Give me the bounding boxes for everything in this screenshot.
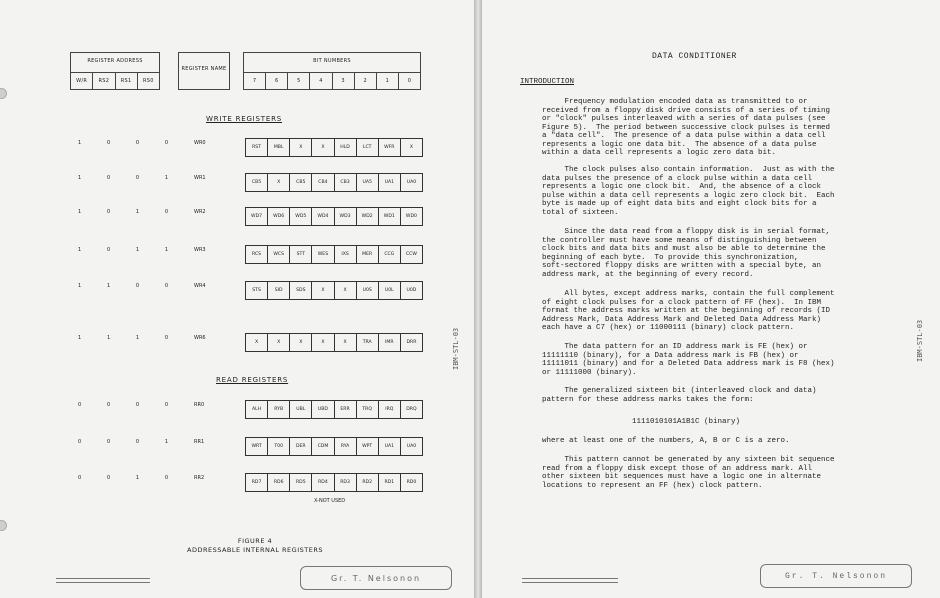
- address-bit: 0: [78, 475, 82, 481]
- register-bit-cell: RD6: [268, 474, 290, 491]
- register-name: WR3: [194, 247, 206, 253]
- register-bit-cells: [245, 138, 423, 157]
- register-bit-cell: X: [268, 334, 290, 351]
- register-bit-cell: MER: [357, 246, 379, 263]
- address-bit: 0: [135, 402, 140, 408]
- bit-number: 2: [355, 73, 377, 89]
- register-row-wr0: [0, 138, 474, 158]
- register-bit-cell: WD3: [335, 208, 357, 225]
- address-bit: 1: [78, 247, 82, 253]
- address-bit: 1: [78, 335, 82, 341]
- register-bit-cell: X: [335, 282, 357, 299]
- address-bit: 1: [135, 209, 140, 215]
- page-gutter: [474, 0, 482, 598]
- register-row-wr2: [0, 207, 474, 227]
- address-bit: 0: [164, 283, 168, 289]
- signature-stamp: Gr. T. Nelsonon: [300, 566, 452, 590]
- address-bit: 1: [164, 439, 168, 445]
- bit-number: 1: [377, 73, 399, 89]
- register-row-wr4: [0, 281, 474, 301]
- register-bit-cell: CB5: [246, 174, 268, 191]
- register-bit-cell: CB5: [290, 174, 312, 191]
- register-name: RR2: [194, 475, 205, 481]
- address-bit: 0: [135, 283, 140, 289]
- address-bit: 0: [106, 140, 111, 146]
- address-bit: 0: [106, 475, 111, 481]
- register-bit-cell: IXS: [335, 246, 357, 263]
- register-name: RR1: [194, 439, 205, 445]
- register-address-bits: [78, 283, 168, 289]
- address-bit: 1: [164, 175, 168, 181]
- register-bit-cells: [245, 173, 423, 192]
- register-bit-cell: WPT: [357, 438, 379, 455]
- bit-number: 5: [288, 73, 310, 89]
- register-bit-cell: RD5: [290, 474, 312, 491]
- paragraph-data-patterns: The data pattern for an ID address mark is FE (hex) or 11111110 (binary), for a Data address mark is FB (hex) or 11111011 (binary) and for a Deleted Data address mark is F8 (hex) or 11111000 (binary).: [542, 343, 835, 377]
- address-bit: 0: [135, 439, 140, 445]
- register-name: RR0: [194, 402, 205, 408]
- register-bit-cell: WD7: [246, 208, 268, 225]
- side-label: IBM-STL-03: [452, 327, 460, 370]
- address-bit: 0: [106, 175, 111, 181]
- register-bit-cell: T00: [268, 438, 290, 455]
- register-bit-cell: X: [409, 145, 414, 150]
- register-address-header: [70, 52, 160, 90]
- register-address-bits: [78, 247, 168, 253]
- register-bit-cell: UA0: [406, 180, 417, 185]
- read-registers-title: READ REGISTERS: [216, 376, 289, 384]
- register-bit-cell: SID: [268, 282, 290, 299]
- paragraph-generalized-pattern: The generalized sixteen bit (interleaved clock and data) pattern for these address marks takes the form:: [542, 387, 817, 404]
- register-address-bits: [78, 402, 168, 408]
- register-bit-cell: RCS: [246, 246, 268, 263]
- paragraph-synchronization: Since the data read from a floppy disk is in serial format, the controller must have some means of distinguishing between clock bits and data bits and must also be able to determine the beginning of each byte. To provide this synchronization, soft-sectored floppy disks are written with a special byte, an address mark, at the beginning of every record.: [542, 228, 831, 279]
- register-bit-cell: STT: [290, 246, 312, 263]
- register-name: WR6: [194, 335, 206, 341]
- register-bit-cell: WFR: [379, 139, 401, 156]
- register-bit-cell: SDS: [290, 282, 312, 299]
- register-bit-cell: RD1: [379, 474, 401, 491]
- paragraph-address-marks: All bytes, except address marks, contain the full complement of eight clock pulses for a clock pattern of FF (hex). In IBM format the address marks written at the beginning of records (ID Address Mark, Data Address Mark and Deleted Data Address Mark) each have a C7 (hex) or 11000111 (binary) clock pattern.: [542, 290, 835, 332]
- register-row-rr0: [0, 400, 474, 420]
- address-bit: 1: [78, 175, 82, 181]
- register-bit-cell: X: [335, 334, 357, 351]
- address-bit: 0: [106, 209, 111, 215]
- register-name: WR1: [194, 175, 206, 181]
- register-bit-cell: WD5: [290, 208, 312, 225]
- register-bit-cell: U0D: [406, 288, 417, 293]
- bit-number: 0: [407, 78, 412, 84]
- register-bit-cell: UBD: [312, 401, 334, 418]
- figure-title: ADDRESSABLE INTERNAL REGISTERS: [187, 546, 323, 554]
- register-bit-cell: RD0: [406, 480, 417, 485]
- register-bit-cell: ERR: [335, 401, 357, 418]
- address-bit: 1: [106, 335, 111, 341]
- register-bit-cell: U0S: [357, 282, 379, 299]
- register-row-rr1: [0, 437, 474, 457]
- footer-rule: [522, 582, 618, 583]
- address-bit: 1: [106, 283, 111, 289]
- address-bit-label: RS1: [116, 73, 138, 89]
- register-bit-cells: [245, 473, 423, 492]
- register-bit-cells: [245, 281, 423, 300]
- figure-number: FIGURE 4: [237, 537, 273, 545]
- not-used-note: X-NOT USED: [314, 498, 346, 504]
- register-bit-cell: WD6: [268, 208, 290, 225]
- register-bit-cell: X: [268, 174, 290, 191]
- side-label: IBM-STL-03: [916, 319, 924, 362]
- register-name: WR4: [194, 283, 206, 289]
- register-bit-cell: WCS: [268, 246, 290, 263]
- register-row-rr2: [0, 473, 474, 493]
- register-address-bits: [78, 140, 168, 146]
- register-address-bits: [78, 175, 168, 181]
- register-bit-cell: WD4: [312, 208, 334, 225]
- address-bit-label: RS2: [93, 73, 115, 89]
- register-bit-cell: X: [312, 139, 334, 156]
- register-bit-cell: CDM: [312, 438, 334, 455]
- register-bit-cell: RD7: [246, 474, 268, 491]
- register-bit-cell: RST: [246, 139, 268, 156]
- address-bit: 1: [78, 209, 82, 215]
- paragraph-sequence: This pattern cannot be generated by any sixteen bit sequence read from a floppy disk except those of an address mark. All other sixteen bit sequences must have a logic one in alternate locations to represent an FF (hex) clock pattern.: [542, 456, 835, 490]
- register-bit-cell: RYA: [335, 438, 357, 455]
- register-bit-cell: X: [290, 139, 312, 156]
- address-bit-labels: [71, 72, 159, 89]
- register-address-bits: [78, 439, 168, 445]
- page-title: DATA CONDITIONER: [652, 52, 737, 61]
- register-name: WR2: [194, 209, 206, 215]
- address-bit: 0: [78, 402, 82, 408]
- signature-stamp: Gr. T. Nelsonon: [760, 564, 912, 588]
- register-bit-cell: TRQ: [357, 401, 379, 418]
- bit-number: 7: [244, 73, 266, 89]
- address-bit: 0: [78, 439, 82, 445]
- register-bit-cell: RYB: [268, 401, 290, 418]
- register-bit-cell: ALH: [246, 401, 268, 418]
- address-bit: 1: [164, 247, 168, 253]
- register-bit-cell: STS: [246, 282, 268, 299]
- address-bit: 1: [78, 283, 82, 289]
- paragraph-clock-pulses: The clock pulses also contain information. Just as with the data pulses the presence of a clock pulse within a data cell represents a logic one clock bit. And, the absence of a clock pulse within a data cell represents a logic zero clock bit. Each byte is made up of eight data bits and eight clock bits for a total of sixteen.: [542, 166, 835, 217]
- register-row-wr6: [0, 333, 474, 353]
- section-heading: INTRODUCTION: [520, 78, 575, 86]
- register-bit-cell: UA5: [357, 174, 379, 191]
- register-address-bits: [78, 209, 168, 215]
- binder-hole-top: [0, 88, 7, 99]
- register-bit-cell: U0L: [379, 282, 401, 299]
- bit-number: 6: [266, 73, 288, 89]
- address-bit: 1: [135, 247, 140, 253]
- bit-number: 4: [310, 73, 332, 89]
- register-bit-cell: CCW: [405, 252, 417, 257]
- register-bit-cells: [245, 207, 423, 226]
- binary-pattern: 1111010101A1B1C (binary): [542, 418, 741, 426]
- register-bit-cell: WD1: [379, 208, 401, 225]
- register-bit-cell: RD3: [335, 474, 357, 491]
- register-bit-cell: UA1: [379, 438, 401, 455]
- binder-hole-bottom: [0, 520, 7, 531]
- register-bit-cell: WD0: [405, 214, 417, 219]
- address-bit-label: RS0: [143, 78, 154, 84]
- paragraph-zero-condition: where at least one of the numbers, A, B or C is a zero.: [542, 437, 790, 445]
- register-bit-cell: X: [290, 334, 312, 351]
- register-bit-cell: RD4: [312, 474, 334, 491]
- footer-rule: [56, 578, 150, 579]
- address-bit: 0: [164, 402, 168, 408]
- register-bit-cells: [245, 400, 423, 419]
- address-bit: 1: [78, 140, 82, 146]
- register-bit-cell: MBL: [268, 139, 290, 156]
- register-address-bits: [78, 475, 168, 481]
- footer-rule: [56, 582, 150, 583]
- bit-number: 3: [333, 73, 355, 89]
- address-bit: 0: [106, 439, 111, 445]
- register-bit-cell: IMR: [379, 334, 401, 351]
- register-bit-cell: UBL: [290, 401, 312, 418]
- register-bit-cell: CB3: [335, 174, 357, 191]
- write-registers-title: WRITE REGISTERS: [206, 115, 282, 123]
- register-bit-cells: [245, 333, 423, 352]
- register-bit-cell: X: [246, 334, 268, 351]
- register-bit-cells: [245, 245, 423, 264]
- address-bit: 0: [135, 140, 140, 146]
- register-bit-cell: CCG: [379, 246, 401, 263]
- address-bit: 0: [164, 475, 168, 481]
- address-bit: 0: [106, 402, 111, 408]
- bit-numbers-header: [243, 52, 421, 90]
- register-bit-cell: UA1: [379, 174, 401, 191]
- register-bit-cell: DER: [290, 438, 312, 455]
- register-bit-cell: DRQ: [406, 407, 417, 412]
- register-bit-cell: TRA: [357, 334, 379, 351]
- register-bit-cell: WD2: [357, 208, 379, 225]
- register-name-label: REGISTER NAME: [181, 66, 227, 72]
- register-bit-cell: IRQ: [379, 401, 401, 418]
- register-bit-cell: WRT: [246, 438, 268, 455]
- paragraph-fm-encoding: Frequency modulation encoded data as transmitted to or received from a floppy disk drive consists of a series of timing or "clock" pulses interleaved with a series of data pulses (see Figure 5). The period between successive clock pulses is termed a "data cell". The presence of a data pulse within a data cell represents a logic one data bit. The absence of a data pulse within a data cell represents a logic zero data bit.: [542, 98, 831, 157]
- register-bit-cell: CB4: [312, 174, 334, 191]
- register-bit-cell: X: [312, 282, 334, 299]
- register-bit-cell: DRR: [406, 340, 417, 345]
- address-bit-label: W/R: [71, 73, 93, 89]
- address-bit: 0: [164, 335, 168, 341]
- register-bit-cell: LCT: [357, 139, 379, 156]
- register-bit-cell: UA0: [406, 444, 417, 449]
- address-bit: 1: [135, 335, 140, 341]
- register-address-bits: [78, 335, 168, 341]
- register-row-wr3: [0, 245, 474, 265]
- register-bit-cell: RD2: [357, 474, 379, 491]
- address-bit: 1: [135, 475, 140, 481]
- register-bit-cell: X: [312, 334, 334, 351]
- address-bit: 0: [164, 209, 168, 215]
- right-page: [482, 0, 940, 598]
- bit-number-labels: [244, 72, 420, 89]
- footer-rule: [522, 578, 618, 579]
- register-address-title: REGISTER ADDRESS: [87, 58, 143, 64]
- register-row-wr1: [0, 173, 474, 193]
- bit-numbers-title: BIT NUMBERS: [313, 58, 351, 64]
- register-bit-cells: [245, 437, 423, 456]
- register-name-header: [178, 52, 230, 90]
- register-bit-cell: HLD: [335, 139, 357, 156]
- register-name: WR0: [194, 140, 206, 146]
- address-bit: 0: [164, 140, 168, 146]
- register-bit-cell: WES: [312, 246, 334, 263]
- address-bit: 0: [106, 247, 111, 253]
- address-bit: 0: [135, 175, 140, 181]
- figure-caption: [150, 537, 360, 555]
